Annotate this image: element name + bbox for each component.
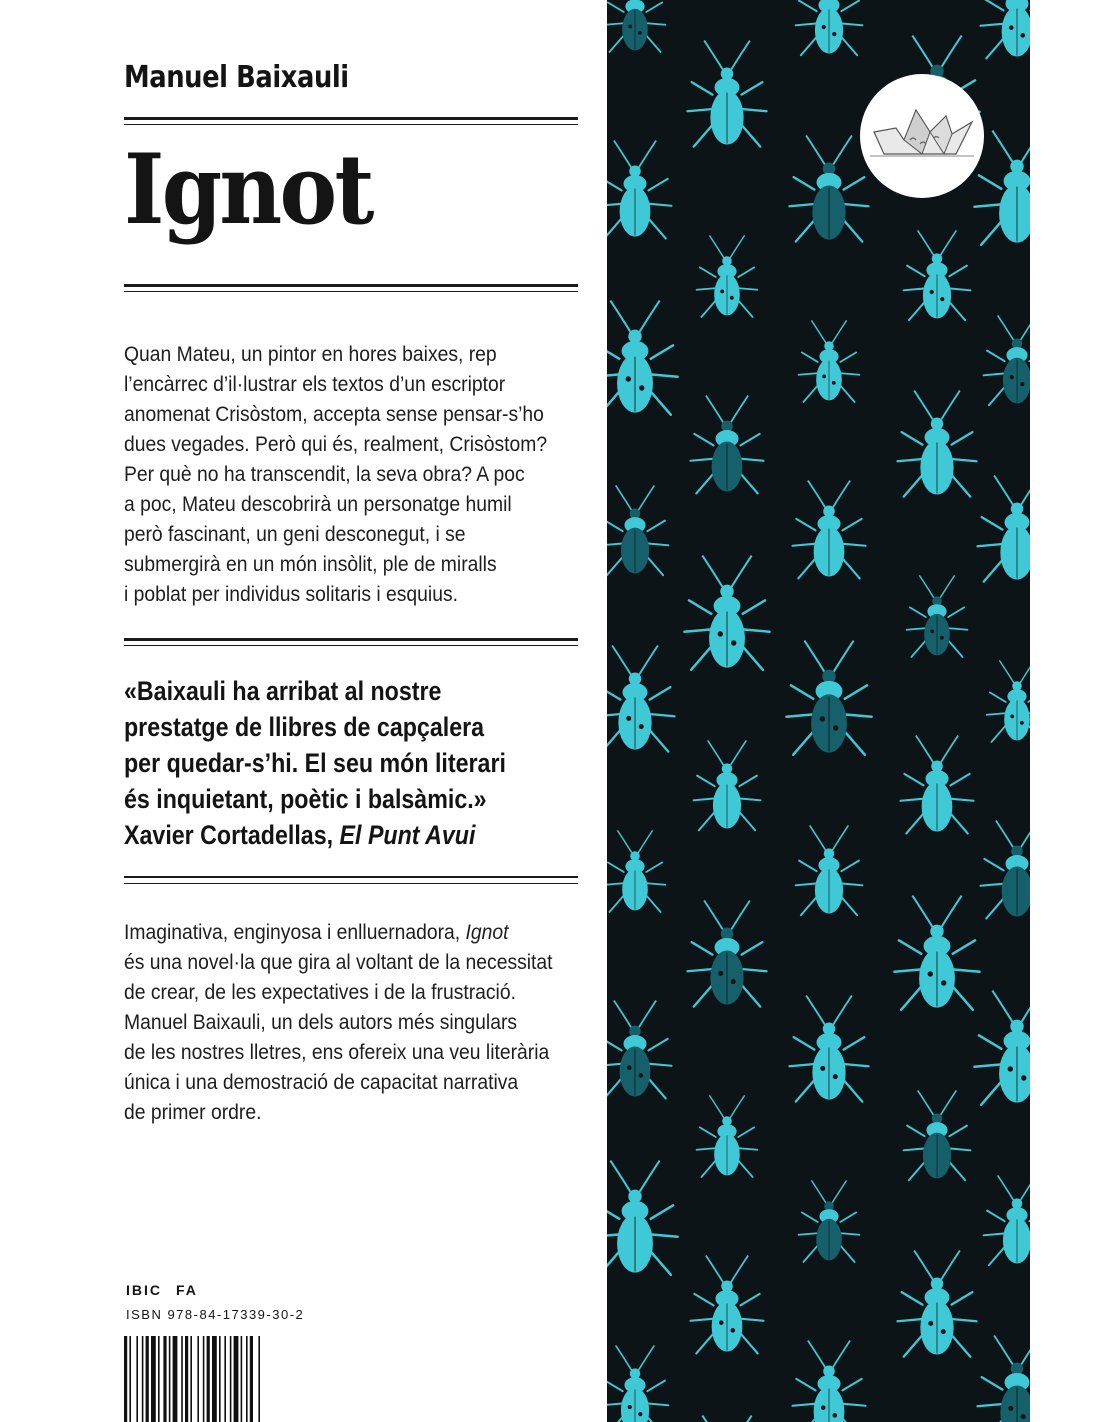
barcode-bar bbox=[124, 1336, 127, 1422]
description-line: de les nostres lletres, ens ofereix una veu literària bbox=[124, 1041, 550, 1064]
barcode-bar bbox=[173, 1336, 178, 1422]
barcode-bar bbox=[219, 1336, 221, 1422]
beetle bbox=[786, 641, 871, 755]
beetle bbox=[687, 41, 766, 147]
beetle bbox=[901, 735, 974, 833]
barcode-bar bbox=[158, 1336, 160, 1422]
beetle bbox=[697, 1095, 758, 1177]
barcode-bar bbox=[212, 1336, 217, 1422]
description-line bbox=[124, 918, 556, 948]
beetle bbox=[607, 485, 668, 575]
beetle bbox=[799, 1180, 860, 1262]
synopsis-line: dues vegades. Però qui és, realment, Crisòstom? bbox=[124, 433, 548, 456]
barcode-bar bbox=[151, 1336, 156, 1422]
beetle bbox=[793, 1340, 866, 1422]
beetle bbox=[789, 996, 868, 1102]
beetle bbox=[607, 140, 671, 238]
beetle bbox=[977, 1336, 1030, 1422]
synopsis bbox=[124, 340, 556, 610]
barcode-bar bbox=[136, 1336, 138, 1422]
ibic-code bbox=[126, 1282, 212, 1298]
beetle bbox=[894, 896, 979, 1010]
synopsis-line: Quan Mateu, un pintor en hores baixes, rep bbox=[124, 343, 497, 366]
barcode-bar bbox=[203, 1336, 205, 1422]
description-line: única i una demostració de capacitat narrativa bbox=[124, 1071, 519, 1094]
beetle bbox=[691, 395, 764, 493]
barcode-bar bbox=[146, 1336, 149, 1422]
beetle bbox=[974, 991, 1030, 1105]
description-line: de primer ordre. bbox=[124, 1101, 262, 1124]
beetle bbox=[984, 315, 1030, 405]
barcode-bar bbox=[142, 1336, 144, 1422]
beetle bbox=[684, 1416, 769, 1422]
barcode-bar bbox=[234, 1336, 239, 1422]
beetle bbox=[687, 901, 766, 1007]
beetle bbox=[697, 235, 758, 317]
description-title-ref: Ignot bbox=[465, 921, 509, 944]
beetle bbox=[796, 825, 863, 915]
barcode-bar bbox=[181, 1336, 183, 1422]
press-quote bbox=[124, 673, 506, 853]
barcode-bar bbox=[185, 1336, 188, 1422]
quote-line: «Baixauli ha arribat al nostre bbox=[124, 676, 442, 706]
quote-source bbox=[124, 817, 506, 853]
beetle bbox=[897, 391, 976, 497]
paper-boat-icon bbox=[860, 74, 984, 198]
synopsis-line: submergirà en un món insòlit, ple de miralls bbox=[124, 553, 497, 576]
ibic-value: FA bbox=[176, 1282, 198, 1298]
description bbox=[124, 918, 556, 1128]
synopsis-line: i poblat per individus solitaris i esquius. bbox=[124, 583, 458, 606]
description-line: de crear, de les expectatives i de la frustració. bbox=[124, 981, 516, 1004]
beetle bbox=[607, 646, 675, 752]
beetle bbox=[607, 1000, 671, 1098]
beetle bbox=[607, 830, 665, 912]
divider bbox=[124, 883, 578, 884]
barcode-bar bbox=[241, 1336, 243, 1422]
barcode-bar bbox=[258, 1336, 260, 1422]
isbn: ISBN 978-84-17339-30-2 bbox=[126, 1307, 305, 1322]
quote-source-author: Xavier Cortadellas, bbox=[124, 820, 334, 850]
divider bbox=[124, 284, 578, 292]
beetle bbox=[907, 575, 968, 657]
description-line: Manuel Baixauli, un dels autors més singulars bbox=[124, 1011, 518, 1034]
barcode-bar bbox=[169, 1336, 171, 1422]
beetle bbox=[789, 136, 868, 242]
beetle bbox=[607, 1161, 678, 1275]
quote-line: per quedar-s’hi. El seu món literari bbox=[124, 748, 506, 778]
beetle bbox=[691, 1255, 764, 1353]
beetle bbox=[984, 1175, 1030, 1265]
beetle bbox=[799, 320, 860, 402]
barcode-bar bbox=[197, 1336, 199, 1422]
barcode-bar bbox=[250, 1336, 253, 1422]
beetle bbox=[904, 230, 971, 320]
barcode bbox=[124, 1336, 314, 1422]
beetle bbox=[796, 0, 863, 55]
barcode-bar bbox=[190, 1336, 192, 1422]
synopsis-line: l’encàrrec d’il·lustrar els textos d’un escriptor bbox=[124, 373, 506, 396]
divider bbox=[124, 638, 578, 646]
synopsis-line: Per què no ha transcendit, la seva obra? A poc bbox=[124, 463, 525, 486]
barcode-bar bbox=[246, 1336, 248, 1422]
divider bbox=[124, 876, 578, 878]
description-line: és una novel·la que gira al voltant de la necessitat bbox=[124, 951, 553, 974]
quote-line: prestatge de llibres de capçalera bbox=[124, 712, 485, 742]
beetle bbox=[977, 476, 1030, 582]
author-name: Manuel Baixauli bbox=[124, 60, 349, 95]
beetle bbox=[897, 1251, 976, 1357]
beetle bbox=[987, 660, 1030, 742]
ibic-label: IBIC bbox=[126, 1282, 162, 1298]
synopsis-line: anomenat Crisòstom, accepta sense pensar-s’ho bbox=[124, 403, 544, 426]
beetle bbox=[981, 820, 1030, 918]
beetle bbox=[904, 1090, 971, 1180]
synopsis-line: però fascinant, un geni desconegut, i se bbox=[124, 523, 466, 546]
barcode-bar bbox=[207, 1336, 210, 1422]
divider bbox=[124, 117, 578, 125]
book-title: Ignot bbox=[124, 133, 372, 246]
barcode-bar bbox=[230, 1336, 232, 1422]
beetle bbox=[684, 556, 769, 670]
barcode-bar bbox=[224, 1336, 226, 1422]
beetle bbox=[981, 0, 1030, 58]
description-text: Imaginativa, enginyosa i enlluernadora, bbox=[124, 921, 461, 944]
beetle bbox=[694, 740, 761, 830]
synopsis-line: a poc, Mateu descobrirà un personatge humil bbox=[124, 493, 512, 516]
beetle-pattern-illustration bbox=[607, 0, 1030, 1422]
beetle bbox=[793, 480, 866, 578]
beetle bbox=[607, 0, 665, 52]
quote-source-publication: El Punt Avui bbox=[339, 820, 476, 850]
beetle bbox=[607, 1345, 668, 1422]
publisher-logo bbox=[860, 74, 984, 198]
quote-line: és inquietant, poètic i balsàmic.» bbox=[124, 784, 487, 814]
barcode-bar bbox=[163, 1336, 166, 1422]
barcode-bar bbox=[129, 1336, 131, 1422]
beetle bbox=[607, 301, 678, 415]
